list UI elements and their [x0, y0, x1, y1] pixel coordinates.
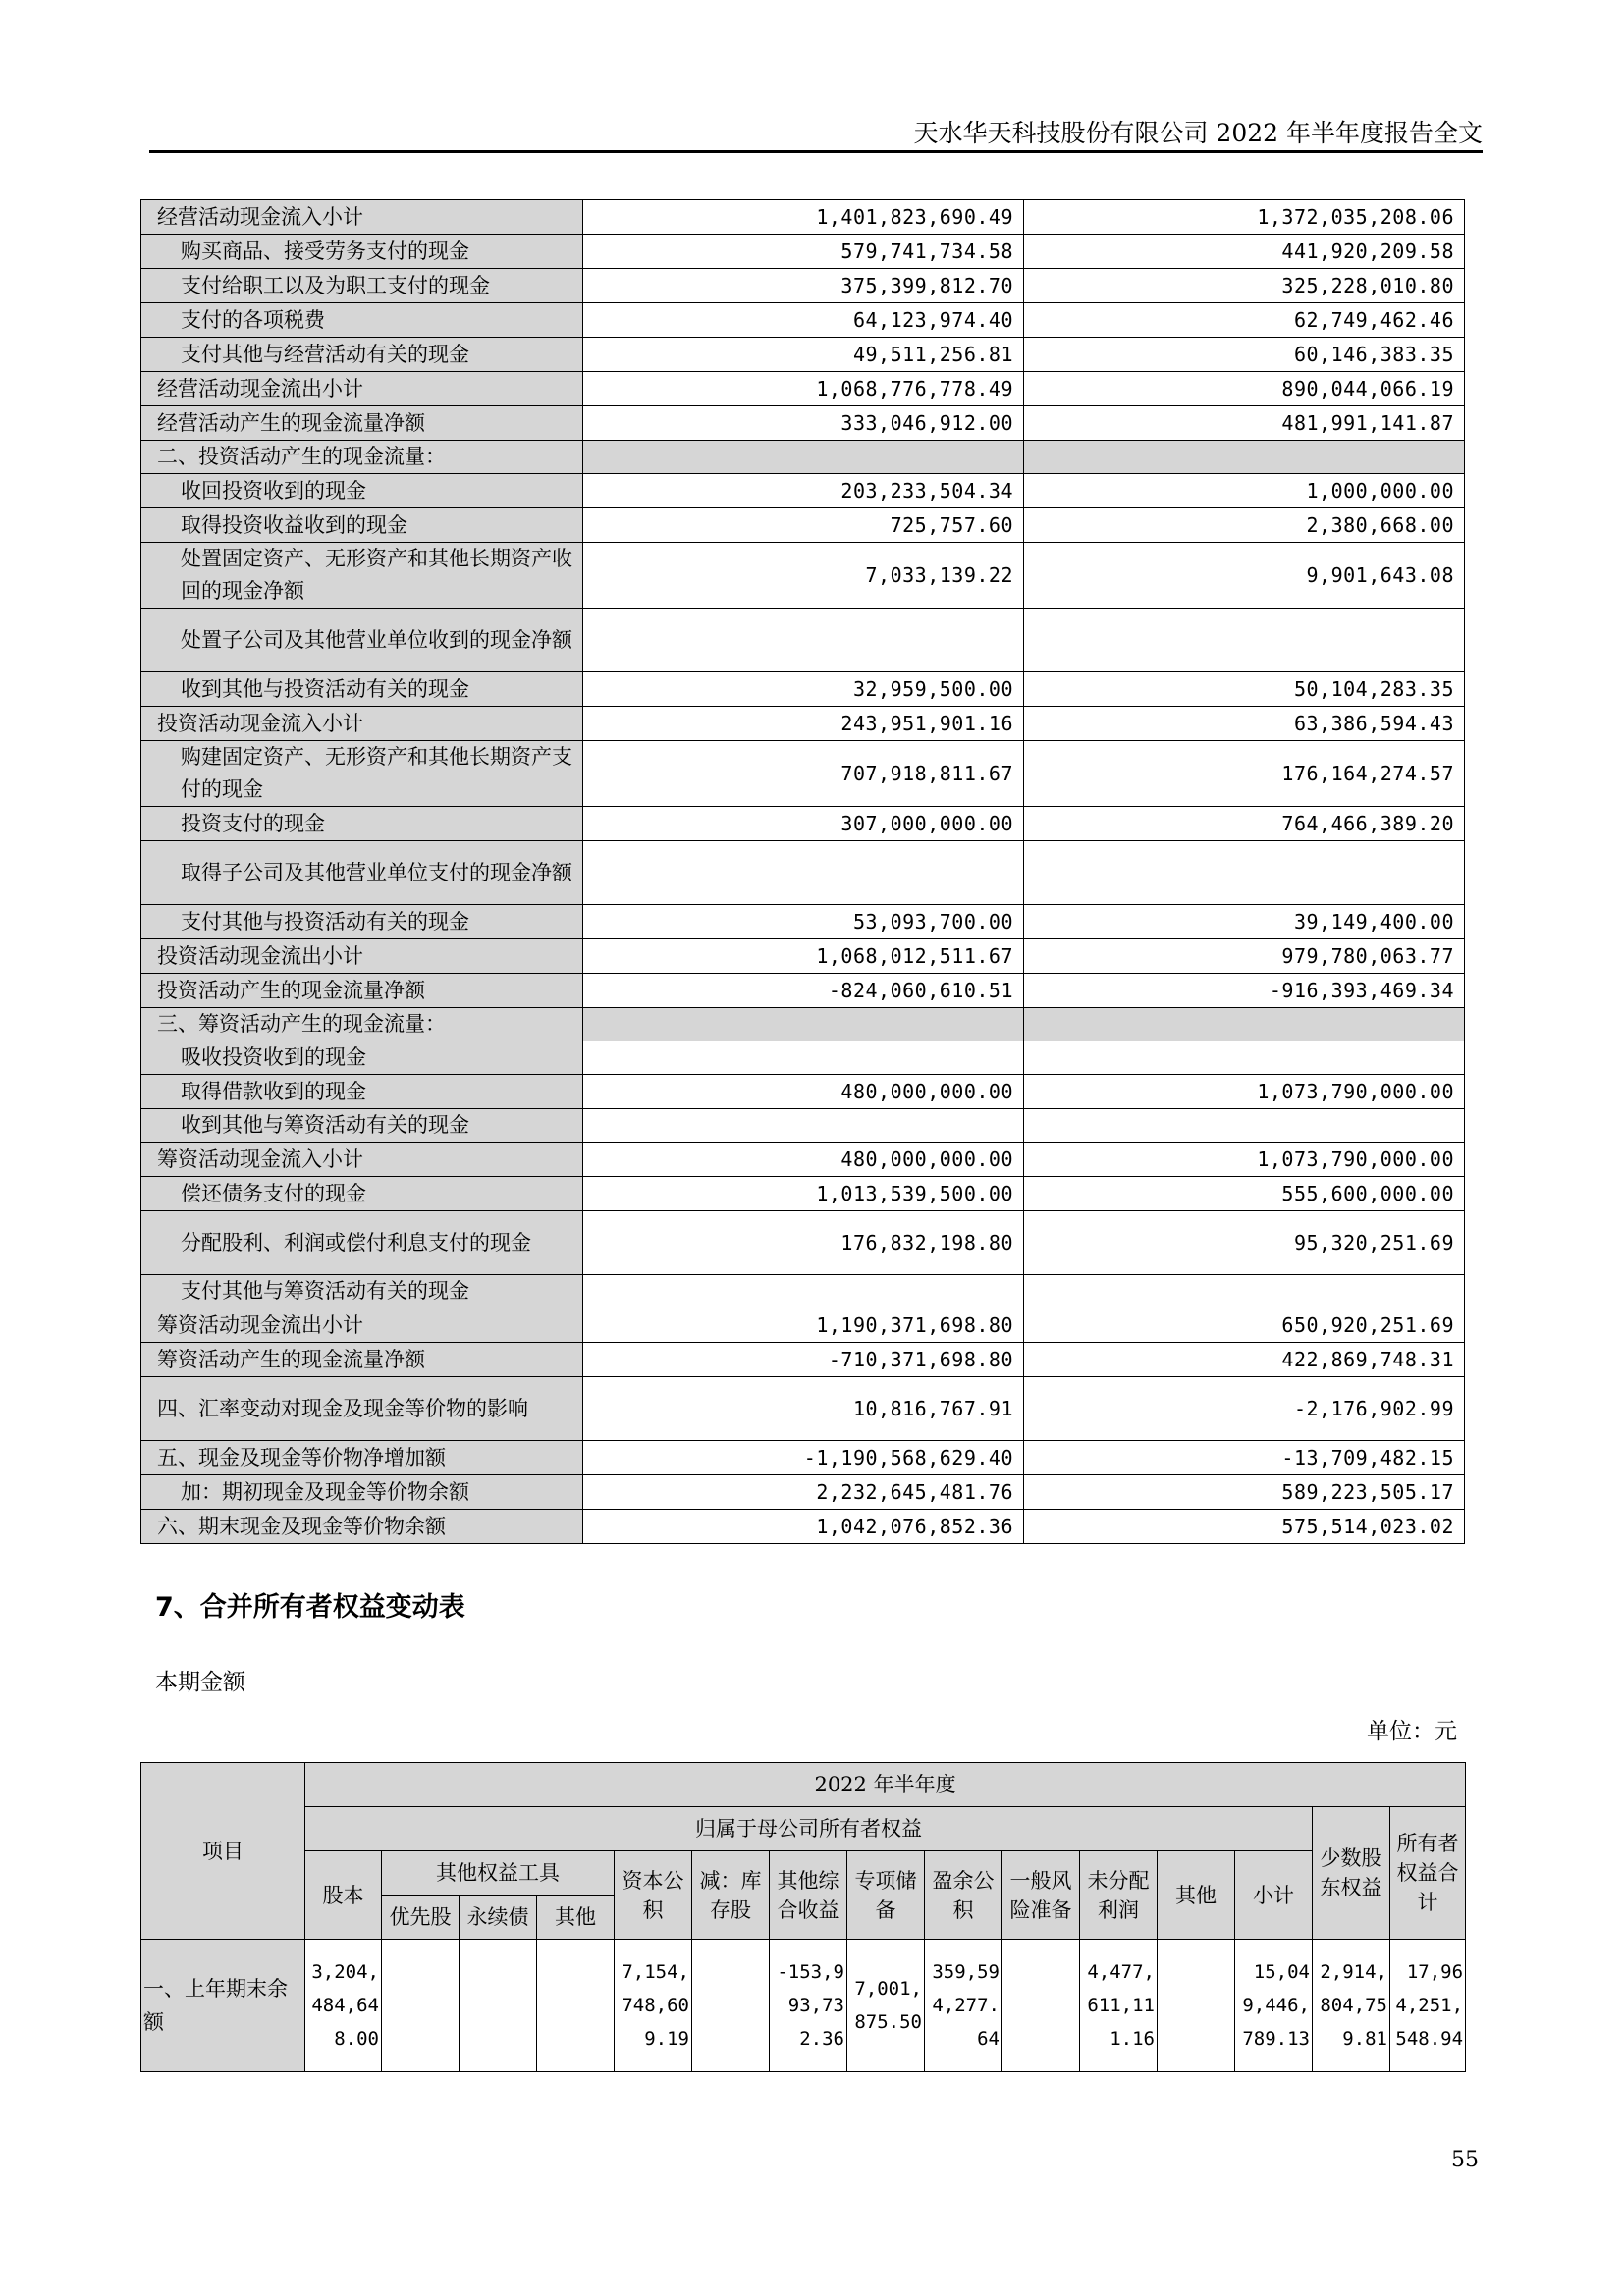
table-row	[141, 1143, 1465, 1177]
cell-other	[1158, 1940, 1235, 2072]
prior-period-value: 9,901,643.08	[1024, 543, 1465, 609]
prior-period-value: 50,104,283.35	[1024, 672, 1465, 707]
table-row	[141, 974, 1465, 1008]
row-label: 五、现金及现金等价物净增加额	[141, 1441, 583, 1475]
table-row	[141, 707, 1465, 741]
period-header: 2022 年半年度	[305, 1763, 1466, 1807]
row-label: 二、投资活动产生的现金流量：	[141, 441, 583, 474]
cell-other-instruments	[537, 1940, 615, 2072]
row-label: 经营活动现金流入小计	[141, 200, 583, 235]
prior-period-value	[1024, 841, 1465, 905]
col-preferred: 优先股	[382, 1896, 460, 1940]
table-row	[141, 609, 1465, 672]
row-label: 收到其他与筹资活动有关的现金	[141, 1109, 583, 1143]
row-label: 取得借款收到的现金	[141, 1075, 583, 1109]
table-row	[141, 303, 1465, 338]
table-row	[141, 543, 1465, 609]
prior-period-value: -13,709,482.15	[1024, 1441, 1465, 1475]
current-period-value	[583, 1109, 1024, 1143]
table-row	[141, 474, 1465, 508]
prior-period-value: 39,149,400.00	[1024, 905, 1465, 939]
current-period-value: 176,832,198.80	[583, 1211, 1024, 1275]
current-period-value: 707,918,811.67	[583, 741, 1024, 807]
prior-period-value: 1,073,790,000.00	[1024, 1075, 1465, 1109]
cash-flow-table	[140, 199, 1465, 1544]
row-label: 偿还债务支付的现金	[141, 1177, 583, 1211]
table-row	[141, 406, 1465, 441]
row-label: 处置固定资产、无形资产和其他长期资产收回的现金净额	[141, 543, 583, 609]
current-period-value: 307,000,000.00	[583, 807, 1024, 841]
row-label: 取得投资收益收到的现金	[141, 508, 583, 543]
current-period-value: 32,959,500.00	[583, 672, 1024, 707]
current-period-value: 53,093,700.00	[583, 905, 1024, 939]
prior-period-value: 1,372,035,208.06	[1024, 200, 1465, 235]
cell-preferred	[382, 1940, 460, 2072]
table-row	[141, 235, 1465, 269]
col-oci: 其他综合收益	[770, 1851, 847, 1940]
current-period-value: 243,951,901.16	[583, 707, 1024, 741]
col-special-reserve: 专项储备	[847, 1851, 925, 1940]
row-label: 加：期初现金及现金等价物余额	[141, 1475, 583, 1510]
current-period-value: -1,190,568,629.40	[583, 1441, 1024, 1475]
table-row	[141, 338, 1465, 372]
table-row	[141, 672, 1465, 707]
header-rule	[149, 150, 1483, 153]
prior-period-value: 481,991,141.87	[1024, 406, 1465, 441]
cell-treasury	[692, 1940, 770, 2072]
table-row	[141, 1211, 1465, 1275]
prior-period-value: 650,920,251.69	[1024, 1308, 1465, 1343]
current-period-value: 203,233,504.34	[583, 474, 1024, 508]
cell-retained: 4,477,611,111.16	[1080, 1940, 1158, 2072]
row-label: 经营活动现金流出小计	[141, 372, 583, 406]
prior-period-value: 890,044,066.19	[1024, 372, 1465, 406]
table-row	[141, 1275, 1465, 1308]
current-period-value: 1,068,776,778.49	[583, 372, 1024, 406]
current-period-value: 579,741,734.58	[583, 235, 1024, 269]
table-row	[141, 1475, 1465, 1510]
current-period-value: 725,757.60	[583, 508, 1024, 543]
current-period-value: -824,060,610.51	[583, 974, 1024, 1008]
col-total: 所有者权益合计	[1390, 1807, 1466, 1940]
prior-period-value	[1024, 609, 1465, 672]
row-label: 吸收投资收到的现金	[141, 1041, 583, 1075]
current-period-value	[583, 1008, 1024, 1041]
col-subtotal: 小计	[1235, 1851, 1313, 1940]
col-other-instruments: 其他	[537, 1896, 615, 1940]
prior-period-value	[1024, 1275, 1465, 1308]
current-period-value: 480,000,000.00	[583, 1075, 1024, 1109]
current-period-value: 480,000,000.00	[583, 1143, 1024, 1177]
cell-share-capital: 3,204,484,648.00	[305, 1940, 382, 2072]
table-row	[141, 1940, 1466, 2072]
row-label: 筹资活动产生的现金流量净额	[141, 1343, 583, 1377]
row-label: 筹资活动现金流出小计	[141, 1308, 583, 1343]
cell-subtotal: 15,049,446,789.13	[1235, 1940, 1313, 2072]
current-period-value: 2,232,645,481.76	[583, 1475, 1024, 1510]
cell-general-risk	[1002, 1940, 1080, 2072]
row-label: 购建固定资产、无形资产和其他长期资产支付的现金	[141, 741, 583, 807]
current-period-value: 49,511,256.81	[583, 338, 1024, 372]
table-row	[141, 741, 1465, 807]
table-row	[141, 1109, 1465, 1143]
current-period-label: 本期金额	[155, 1670, 245, 1695]
row-label: 收到其他与投资活动有关的现金	[141, 672, 583, 707]
row-label: 取得子公司及其他营业单位支付的现金净额	[141, 841, 583, 905]
current-period-value	[583, 841, 1024, 905]
report-header-title: 天水华天科技股份有限公司 2022 年半年度报告全文	[913, 119, 1483, 147]
prior-period-value	[1024, 1041, 1465, 1075]
row-label: 支付给职工以及为职工支付的现金	[141, 269, 583, 303]
section-heading: 7、合并所有者权益变动表	[155, 1592, 465, 1623]
row-label: 支付其他与经营活动有关的现金	[141, 338, 583, 372]
prior-period-value: 62,749,462.46	[1024, 303, 1465, 338]
table-row	[141, 372, 1465, 406]
page-number: 55	[1451, 2148, 1479, 2172]
col-surplus-reserve: 盈余公积	[925, 1851, 1002, 1940]
prior-period-value: -2,176,902.99	[1024, 1377, 1465, 1441]
col-other: 其他	[1158, 1851, 1235, 1940]
col-retained: 未分配利润	[1080, 1851, 1158, 1940]
current-period-value	[583, 441, 1024, 474]
table-row	[141, 1075, 1465, 1109]
col-minority: 少数股东权益	[1313, 1807, 1390, 1940]
prior-period-value: 2,380,668.00	[1024, 508, 1465, 543]
current-period-value	[583, 609, 1024, 672]
equity-change-table	[140, 1762, 1466, 2072]
row-label: 支付其他与筹资活动有关的现金	[141, 1275, 583, 1308]
row-label: 投资活动现金流入小计	[141, 707, 583, 741]
table-row	[141, 269, 1465, 303]
prior-period-value: 555,600,000.00	[1024, 1177, 1465, 1211]
table-row	[141, 1177, 1465, 1211]
row-label: 六、期末现金及现金等价物余额	[141, 1510, 583, 1544]
row-label: 购买商品、接受劳务支付的现金	[141, 235, 583, 269]
col-perpetual: 永续债	[460, 1896, 537, 1940]
current-period-value: 1,401,823,690.49	[583, 200, 1024, 235]
cell-surplus-reserve: 359,594,277.64	[925, 1940, 1002, 2072]
row-label: 收回投资收到的现金	[141, 474, 583, 508]
row-label: 处置子公司及其他营业单位收到的现金净额	[141, 609, 583, 672]
row-label: 分配股利、利润或偿付利息支付的现金	[141, 1211, 583, 1275]
table-row	[141, 1308, 1465, 1343]
table-row	[141, 905, 1465, 939]
prior-period-value: 176,164,274.57	[1024, 741, 1465, 807]
row-label: 投资支付的现金	[141, 807, 583, 841]
prior-period-value: 441,920,209.58	[1024, 235, 1465, 269]
col-general-risk: 一般风险准备	[1002, 1851, 1080, 1940]
prior-period-value: 1,000,000.00	[1024, 474, 1465, 508]
cell-total: 17,964,251,548.94	[1390, 1940, 1466, 2072]
current-period-value: 333,046,912.00	[583, 406, 1024, 441]
prior-period-value: 575,514,023.02	[1024, 1510, 1465, 1544]
prior-period-value: 95,320,251.69	[1024, 1211, 1465, 1275]
table-row	[141, 807, 1465, 841]
prior-period-value: 422,869,748.31	[1024, 1343, 1465, 1377]
item-header: 项目	[141, 1763, 305, 1940]
table-row	[141, 1343, 1465, 1377]
prior-period-value: 764,466,389.20	[1024, 807, 1465, 841]
cell-capital-reserve: 7,154,748,609.19	[615, 1940, 692, 2072]
current-period-value: 375,399,812.70	[583, 269, 1024, 303]
row-label: 筹资活动现金流入小计	[141, 1143, 583, 1177]
col-treasury: 减：库存股	[692, 1851, 770, 1940]
prior-period-value: 60,146,383.35	[1024, 338, 1465, 372]
row-label: 一、上年期末余额	[141, 1940, 305, 2072]
current-period-value: 64,123,974.40	[583, 303, 1024, 338]
current-period-value: 7,033,139.22	[583, 543, 1024, 609]
cell-special-reserve: 7,001,875.50	[847, 1940, 925, 2072]
current-period-value	[583, 1041, 1024, 1075]
section-row	[141, 441, 1465, 474]
prior-period-value: 589,223,505.17	[1024, 1475, 1465, 1510]
col-share-capital: 股本	[305, 1851, 382, 1940]
current-period-value: 1,042,076,852.36	[583, 1510, 1024, 1544]
table-row	[141, 200, 1465, 235]
table-row	[141, 1377, 1465, 1441]
prior-period-value: 325,228,010.80	[1024, 269, 1465, 303]
current-period-value: 1,068,012,511.67	[583, 939, 1024, 974]
row-label: 投资活动产生的现金流量净额	[141, 974, 583, 1008]
prior-period-value: 1,073,790,000.00	[1024, 1143, 1465, 1177]
row-label: 三、筹资活动产生的现金流量：	[141, 1008, 583, 1041]
other-equity-header: 其他权益工具	[382, 1851, 615, 1896]
table-row	[141, 1510, 1465, 1544]
row-label: 支付其他与投资活动有关的现金	[141, 905, 583, 939]
prior-period-value	[1024, 1008, 1465, 1041]
row-label: 投资活动现金流出小计	[141, 939, 583, 974]
current-period-value: 1,013,539,500.00	[583, 1177, 1024, 1211]
table-row	[141, 1041, 1465, 1075]
prior-period-value	[1024, 1109, 1465, 1143]
cell-minority: 2,914,804,759.81	[1313, 1940, 1390, 2072]
current-period-value	[583, 1275, 1024, 1308]
cell-oci: -153,993,732.36	[770, 1940, 847, 2072]
row-label: 四、汇率变动对现金及现金等价物的影响	[141, 1377, 583, 1441]
prior-period-value	[1024, 441, 1465, 474]
unit-label: 单位：元	[1367, 1719, 1457, 1744]
current-period-value: 1,190,371,698.80	[583, 1308, 1024, 1343]
table-row	[141, 1441, 1465, 1475]
row-label: 经营活动产生的现金流量净额	[141, 406, 583, 441]
current-period-value: -710,371,698.80	[583, 1343, 1024, 1377]
parent-equity-header: 归属于母公司所有者权益	[305, 1807, 1313, 1851]
current-period-value: 10,816,767.91	[583, 1377, 1024, 1441]
prior-period-value: -916,393,469.34	[1024, 974, 1465, 1008]
table-row	[141, 841, 1465, 905]
prior-period-value: 979,780,063.77	[1024, 939, 1465, 974]
table-row	[141, 508, 1465, 543]
section-row	[141, 1008, 1465, 1041]
table-row	[141, 939, 1465, 974]
prior-period-value: 63,386,594.43	[1024, 707, 1465, 741]
cell-perpetual	[460, 1940, 537, 2072]
row-label: 支付的各项税费	[141, 303, 583, 338]
col-capital-reserve: 资本公积	[615, 1851, 692, 1940]
